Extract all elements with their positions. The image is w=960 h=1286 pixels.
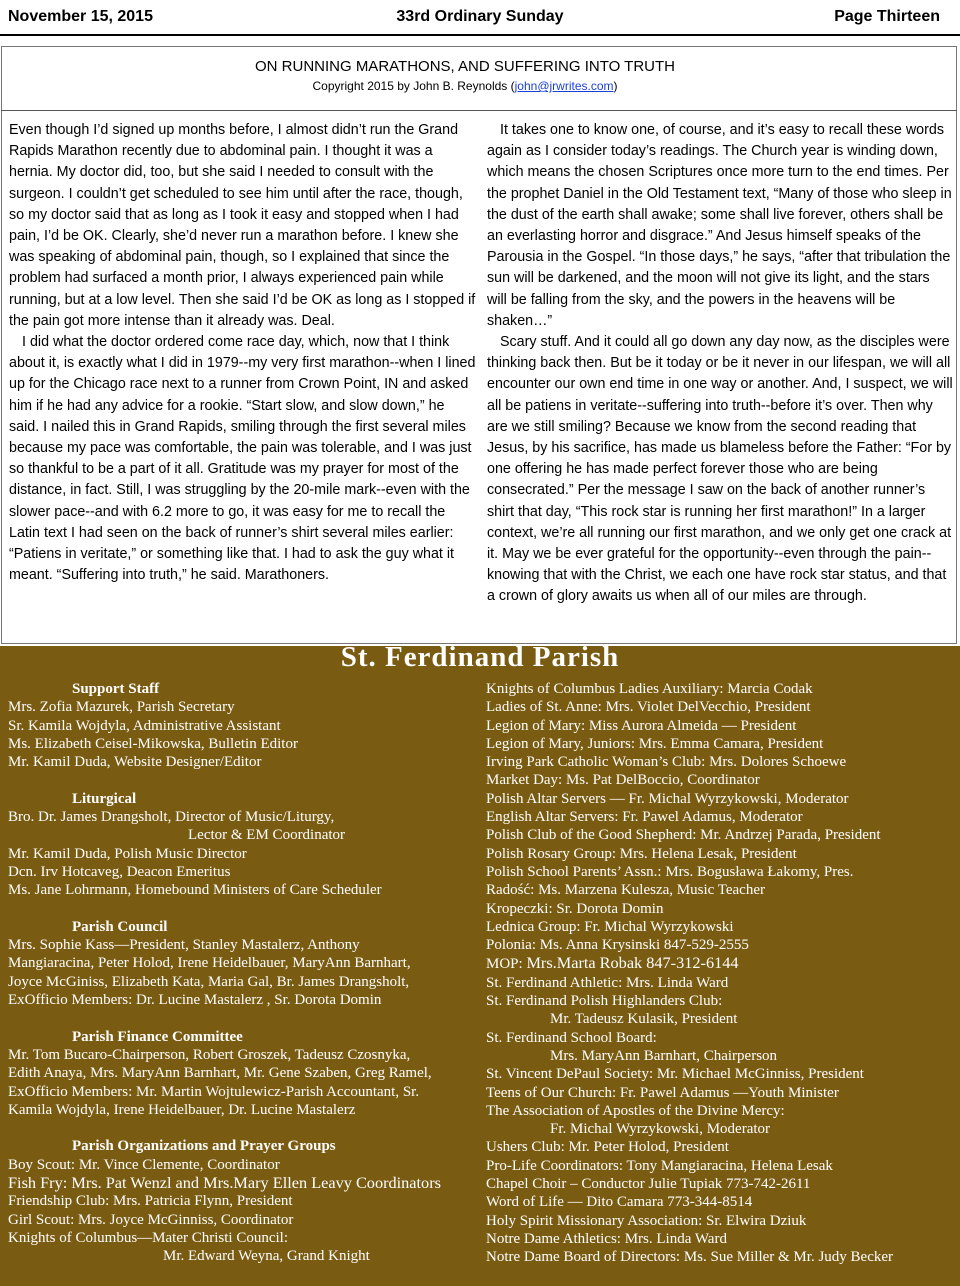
copyright-suffix: ): [613, 79, 618, 93]
header-date: November 15, 2015: [8, 8, 153, 25]
article-title: ON RUNNING MARATHONS, AND SUFFERING INTO TRUTH: [254, 58, 675, 75]
directory-entry: Ushers Club: Mr. Peter Holod, President: [486, 1139, 729, 1156]
directory-entry: Kamila Wojdyla, Irene Heidelbauer, Dr. Lucine Mastalerz: [8, 1101, 356, 1118]
article-paragraph: Even though I’d signed up months before, I almost didn’t run the Grand Rapids Marathon recently due to abdominal pain. I thought it was a hernia. My doctor did, too, but she said I needed to consult with the surgeon. I couldn’t get scheduled to see him until after the race, though, so my doctor said that as long as I took it easy and stopped when I had pain, I’d be OK. Clearly, she’d never run a marathon before. I knew she was speaking of abdominal pain, though, so I explained that since the problem had surfaced a month prior, I always experienced pain while running, but at a low level. Then she said I’d be OK as long as I stopped if the pain got more intense than it already was. Deal.: [9, 122, 476, 329]
article-column-left: [9, 120, 477, 586]
directory-entry: Boy Scout: Mr. Vince Clemente, Coordinator: [8, 1156, 280, 1173]
directory-entry: Knights of Columbus—Mater Christi Council:: [8, 1229, 288, 1246]
directory-entry: St. Vincent DePaul Society: Mr. Michael McGinniss, President: [486, 1066, 864, 1083]
directory-entry: Fr. Michal Wyrzykowski, Moderator: [550, 1121, 771, 1138]
article-paragraph: Scary stuff. And it could all go down any day now, as the disciples were thinking back then. But be it today or be it never in our lifespan, we will all encounter our own end time in one way or another. And, I suspect, we will all be patiens in veritate--suffering into truth--before it’s over. Then why are we still smiling? Because we know from the second reading that Jesus, by his sacrifice, has made us blameless before the Father: “For by one offering he has made perfect forever those who are being consecrated.” Per the message I saw on the back of another runner’s shirt that day, “This rock star is running her first marathon!” In a larger context, we’re all running our first marathon, and we only get one crack at it. May we be ever grateful for the opportunity--even through the pain--knowing that with the Christ, we each one have rock star status, and that a crown of glory awaits us when all of our miles are through.: [487, 334, 953, 605]
directory-entry: Polish Rosary Group: Mrs. Helena Lesak, President: [486, 845, 797, 862]
directory-entry: Market Day: Ms. Pat DelBoccio, Coordinator: [486, 772, 760, 789]
directory-entry: Polonia: Ms. Anna Krysinski 847-529-2555: [486, 937, 749, 954]
directory-entry: Ms. Elizabeth Ceisel-Mikowska, Bulletin Editor: [8, 735, 298, 752]
directory-entry: Polish Altar Servers — Fr. Michal Wyrzykowski, Moderator: [486, 790, 849, 807]
article-copyright: [0, 79, 930, 93]
directory-entry: Irving Park Catholic Woman’s Club: Mrs. Dolores Schoewe: [486, 754, 847, 771]
article-paragraph: I did what the doctor ordered come race day, which, now that I think about it, is exactly what I did in 1979--my very first marathon--when I lined up for the Chicago race next to a runner from Crown Point, IN and asked him if he had any advice for a rookie. “Start slow, and slow down,” he said. I nailed this in Grand Rapids, smiling through the first several miles because my pace was comfortable, the pain was tolerable, and I was just so thankful to be a part of it all. Gratitude was my prayer for most of the distance, in fact. Still, I was struggling by the 20-mile mark--even with the slower pace--and with 6.2 more to go, it was easy for me to recall the Latin text I had seen on the back of runner’s shirt several miles earlier: “Patiens in veritate,” or something like that. I had to ask the guy what it meant. “Suffering into truth,” he said. Marathoners.: [9, 334, 476, 584]
directory-entry: Ms. Jane Lohrmann, Homebound Ministers of Care Scheduler: [8, 882, 382, 899]
organizations-heading: Parish Organizations and Prayer Groups: [72, 1138, 336, 1155]
article-column-right: [487, 120, 953, 608]
mop-label: MOP:: [486, 956, 527, 973]
directory-entry: Bro. Dr. James Drangsholt, Director of Music/Liturgy,: [8, 809, 335, 826]
directory-entry: Chapel Choir – Conductor Julie Tupiak 773-742-2611: [486, 1176, 811, 1193]
article-divider: [1, 110, 957, 111]
directory-entry: Mr. Tadeusz Kulasik, President: [550, 1011, 738, 1028]
directory-left-column: [8, 680, 478, 1266]
directory-entry: Joyce McGiniss, Elizabeth Kata, Maria Gal, Br. James Drangsholt,: [8, 973, 410, 990]
header-occasion: 33rd Ordinary Sunday: [396, 8, 564, 25]
directory-entry: Legion of Mary: Miss Aurora Almeida — President: [486, 717, 797, 734]
finance-committee-heading: Parish Finance Committee: [72, 1028, 243, 1045]
directory-entry: Ladies of St. Anne: Mrs. Violet DelVecchio, President: [486, 699, 811, 716]
directory-entry: Mr. Tom Bucaro-Chairperson, Robert Groszek, Tadeusz Czosnyka,: [8, 1046, 411, 1063]
directory-entry: Radość: Ms. Marzena Kulesza, Music Teacher: [486, 882, 765, 899]
directory-right-column: [486, 680, 956, 1267]
copyright-prefix: Copyright 2015 by John B. Reynolds (: [312, 79, 515, 93]
directory-entry: Kropeczki: Sr. Dorota Domin: [486, 900, 664, 917]
header-rule: [0, 34, 960, 36]
page-header: [0, 0, 960, 36]
directory-entry: Girl Scout: Mrs. Joyce McGinniss, Coordinator: [8, 1211, 294, 1228]
directory-entry: Polish School Parents’ Assn.: Mrs. Bogusława Łakomy, Pres.: [486, 863, 854, 880]
support-staff-heading: Support Staff: [72, 681, 160, 697]
directory-entry: English Altar Servers: Fr. Pawel Adamus, Moderator: [486, 809, 803, 826]
directory-entry: ExOfficio Members: Mr. Martin Wojtulewicz-Parish Accountant, Sr.: [8, 1083, 420, 1100]
directory-entry: Dcn. Irv Hotcaveg, Deacon Emeritus: [8, 863, 231, 880]
directory-entry: [486, 954, 956, 973]
directory-entry: Knights of Columbus Ladies Auxiliary: Marcia Codak: [486, 681, 813, 697]
directory-entry: St. Ferdinand Polish Highlanders Club:: [486, 993, 723, 1010]
header-page-number: Page Thirteen: [834, 8, 940, 25]
directory-entry: Sr. Kamila Wojdyla, Administrative Assistant: [8, 717, 281, 734]
directory-entry: St. Ferdinand Athletic: Mrs. Linda Ward: [486, 974, 729, 991]
directory-entry: Teens of Our Church: Fr. Pawel Adamus —Youth Minister: [486, 1084, 839, 1101]
article-paragraph: It takes one to know one, of course, and it’s easy to recall these words again as I consider today’s readings. The Church year is winding down, which means the chosen Scriptures once more turn to the end times. Per the prophet Daniel in the Old Testament text, “Many of those who sleep in the dust of the earth shall awake; some shall live forever, others shall be an everlasting horror and disgrace.” And Jesus himself speaks of the Parousia in the Gospel. “In those days,” he says, “after that tribulation the sun will be darkened, and the moon will not give its light, and the stars will be falling from the sky, and the powers in the heavens will be shaken…”: [487, 122, 952, 329]
directory-entry: Mrs. MaryAnn Barnhart, Chairperson: [550, 1047, 778, 1064]
directory-entry: Friendship Club: Mrs. Patricia Flynn, President: [8, 1193, 293, 1210]
directory-entry: The Association of Apostles of the Divine Mercy:: [486, 1102, 785, 1119]
directory-entry: Lector & EM Coordinator: [188, 827, 346, 844]
liturgical-heading: Liturgical: [72, 790, 137, 807]
directory-entry: Legion of Mary, Juniors: Mrs. Emma Camara, President: [486, 735, 824, 752]
parish-title: St. Ferdinand Parish: [340, 641, 620, 673]
directory-entry: Pro-Life Coordinators: Tony Mangiaracina, Helena Lesak: [486, 1157, 833, 1174]
directory-entry: Lednica Group: Fr. Michal Wyrzykowski: [486, 918, 734, 935]
directory-entry: Notre Dame Athletics: Mrs. Linda Ward: [486, 1230, 727, 1247]
directory-entry: Notre Dame Board of Directors: Ms. Sue Miller & Mr. Judy Becker: [486, 1249, 893, 1266]
directory-entry: Mrs. Sophie Kass—President, Stanley Mastalerz, Anthony: [8, 937, 360, 954]
directory-entry: St. Ferdinand School Board:: [486, 1029, 657, 1046]
directory-entry: Word of Life — Dito Camara 773-344-8514: [486, 1194, 753, 1211]
directory-entry: Mangiaracina, Peter Holod, Irene Heidelbauer, MaryAnn Barnhart,: [8, 955, 411, 972]
directory-entry: Edith Anaya, Mrs. MaryAnn Barnhart, Mr. Gene Szaben, Greg Ramel,: [8, 1065, 432, 1082]
directory-entry: Fish Fry: Mrs. Pat Wenzl and Mrs.Mary Ellen Leavy Coordinators: [8, 1173, 441, 1193]
parish-directory: [0, 641, 960, 1286]
directory-entry: Mr. Kamil Duda, Website Designer/Editor: [8, 754, 262, 771]
parish-council-heading: Parish Council: [72, 918, 168, 935]
directory-entry: Polish Club of the Good Shepherd: Mr. Andrzej Parada, President: [486, 827, 881, 844]
directory-entry: Mrs. Zofia Mazurek, Parish Secretary: [8, 699, 235, 716]
author-email-link[interactable]: john@jrwrites.com: [514, 79, 614, 93]
directory-entry: Holy Spirit Missionary Association: Sr. Elwira Dziuk: [486, 1212, 807, 1229]
directory-entry: Mr. Edward Weyna, Grand Knight: [163, 1248, 370, 1265]
directory-entry: ExOfficio Members: Dr. Lucine Mastalerz , Sr. Dorota Domin: [8, 992, 382, 1009]
directory-entry: Mr. Kamil Duda, Polish Music Director: [8, 845, 247, 862]
mop-value: Mrs.Marta Robak 847-312-6144: [526, 953, 739, 973]
